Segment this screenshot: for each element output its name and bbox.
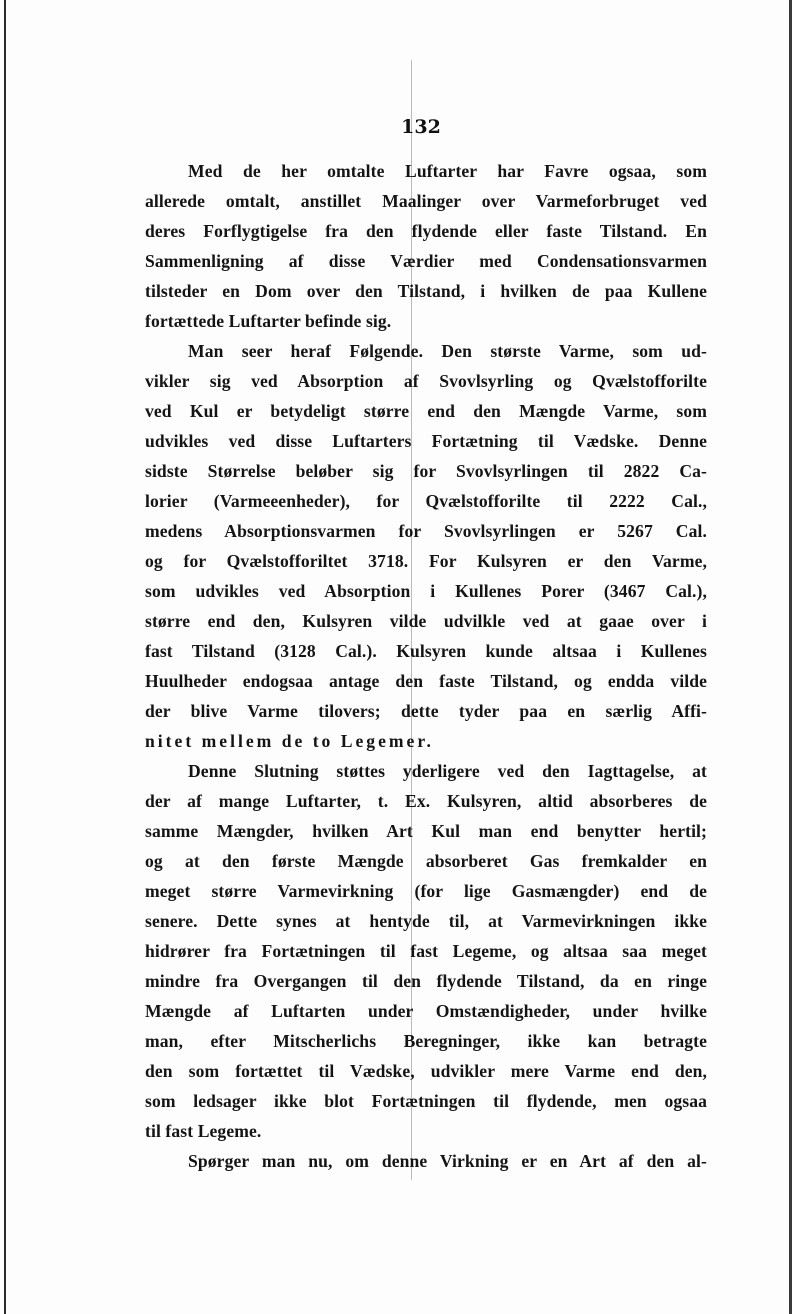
text-line: man, efter Mitscherlichs Beregninger, ikke kan betragte [145, 1031, 707, 1051]
text-line: tilsteder en Dom over den Tilstand, i hvilken de paa Kullene [145, 281, 707, 301]
text-line: Denne Slutning støttes yderligere ved den Iagttagelse, at [188, 761, 707, 781]
text-line: som ledsager ikke blot Fortætningen til flydende, men ogsaa [145, 1091, 707, 1111]
text-line: samme Mængder, hvilken Art Kul man end benytter hertil; [145, 821, 707, 841]
text-line: Sammenligning af disse Værdier med Condensationsvarmen [145, 251, 707, 271]
text-line: større end den, Kulsyren vilde udvilkle ved at gaae over i [145, 611, 707, 631]
page-number: 132 [401, 116, 441, 138]
text-line: udvikles ved disse Luftarters Fortætning til Vædske. Denne [145, 431, 707, 451]
body-text [145, 156, 707, 1176]
text-line: senere. Dette synes at hentyde til, at Varmevirkningen ikke [145, 911, 707, 931]
text-line: Med de her omtalte Luftarter har Favre ogsaa, som [188, 161, 707, 181]
text-line: og at den første Mængde absorberet Gas fremkalder en [145, 851, 707, 871]
text-line: den som fortættet til Vædske, udvikler mere Varme end den, [145, 1061, 707, 1081]
text-line: hidrører fra Fortætningen til fast Legeme, og altsaa saa meget [145, 941, 707, 961]
text-line: Man seer heraf Følgende. Den største Varme, som ud- [188, 341, 707, 361]
text-line: deres Forflygtigelse fra den flydende eller faste Tilstand. En [145, 221, 707, 241]
text-line: meget større Varmevirkning (for lige Gasmængder) end de [145, 881, 707, 901]
text-line: der af mange Luftarter, t. Ex. Kulsyren, altid absorberes de [145, 791, 707, 811]
text-line: fortættede Luftarter befinde sig. [145, 311, 392, 331]
text-line: mindre fra Overgangen til den flydende Tilstand, da en ringe [145, 971, 707, 991]
text-line: nitet mellem de to Legemer. [145, 731, 434, 751]
text-line: der blive Varme tilovers; dette tyder paa en særlig Affi- [145, 701, 707, 721]
text-line: medens Absorptionsvarmen for Svovlsyrlingen er 5267 Cal. [145, 521, 707, 541]
text-line: allerede omtalt, anstillet Maalinger over Varmeforbruget ved [145, 191, 707, 211]
text-line: lorier (Varmeeenheder), for Qvælstofforilte til 2222 Cal., [145, 491, 707, 511]
text-line: Huulheder endogsaa antage den faste Tilstand, og endda vilde [145, 671, 707, 691]
text-line: som udvikles ved Absorption i Kullenes Porer (3467 Cal.), [145, 581, 707, 601]
text-line: Spørger man nu, om denne Virkning er en Art af den al- [188, 1151, 707, 1171]
text-line: vikler sig ved Absorption af Svovlsyrling og Qvælstofforilte [145, 371, 707, 391]
text-line: ved Kul er betydeligt større end den Mængde Varme, som [145, 401, 707, 421]
text-line: og for Qvælstofforiltet 3718. For Kulsyren er den Varme, [145, 551, 707, 571]
text-line: sidste Størrelse beløber sig for Svovlsyrlingen til 2822 Ca- [145, 461, 707, 481]
text-line: Mængde af Luftarten under Omstændigheder, under hvilke [145, 1001, 707, 1021]
page-left-edge [4, 0, 6, 1314]
text-line: fast Tilstand (3128 Cal.). Kulsyren kunde altsaa i Kullenes [145, 641, 707, 661]
text-line: til fast Legeme. [145, 1121, 262, 1141]
